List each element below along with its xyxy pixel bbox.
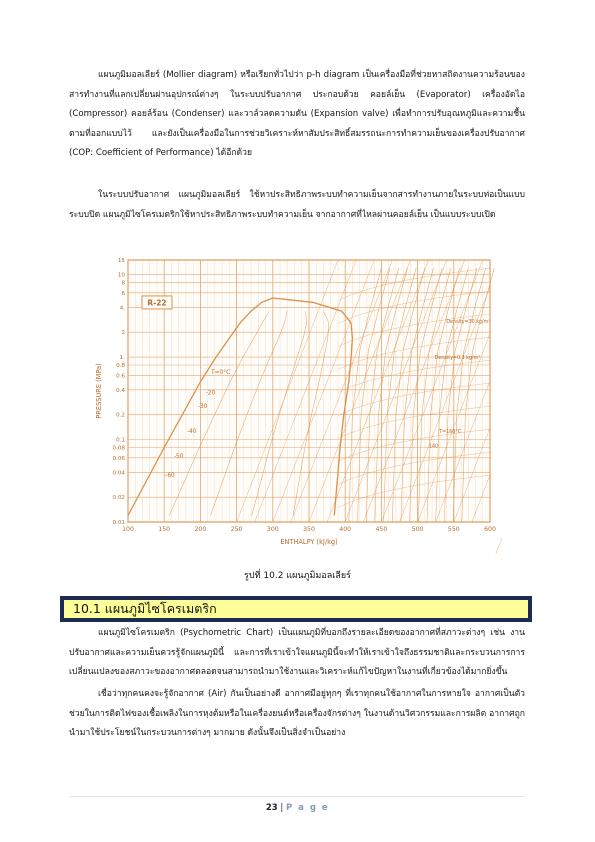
y-tick-label: 15 [117, 258, 125, 264]
x-tick-label: 300 [266, 526, 279, 533]
y-tick-label: 0.1 [116, 437, 125, 444]
y-tick-label: 2 [121, 330, 125, 337]
paragraph-mollier-intro-text: แผนภูมิมอลเลียร์ (Mollier diagram) หรือเรียกทั่วไปว่า p-h diagram เป็นเครื่องมือที่ช่วยหาสถิตงานความร้อนของสารทำงานที่แลกเปลี่ยนผ่านอุปกรณ์ต่างๆ ในระบบปรับอากาศ ประกอบด้วย คอยล์เย็น (Evaporator) เครื่องอัดไอ (Compressor) คอยล์ร้อน (Condenser) และวาล์วลดความดัน (Expansion valve) เพื่อทำการปรับอุณหภูมิและความชื้นตามที่ออกแบบไว้ และยังเป็นเครื่องมือในการช่วยวิเคราะห์หาสัมประสิทธิ์สมรรถนะการทำความเย็นของเครื่องปรับอากาศ (COP: Coefficient of Performance) ได้อีกด้วย [69, 70, 525, 158]
y-tick-label: 0.4 [116, 387, 125, 394]
isotherm-label: -50 [173, 453, 184, 460]
figure-caption: รูปที่ 10.2 แผนภูมิมอลเลียร์ [244, 571, 351, 581]
y-axis-title: PRESSURE (MPa) [95, 363, 103, 419]
paragraph-mollier-usage-text: ในระบบปรับอากาศ แผนภูมิมอลเลียร์ ใช้หาประสิทธิภาพระบบทำความเย็นจากสารทำงานภายในระบบท่อเป็นแบบระบบปิด แผนภูมิไซโครเมตริกใช้หาประสิทธิภาพระบบทำความเย็น จากอากาศที่ไหลผ่านคอยล์เย็น เป็นแบบระบบเปิด [69, 190, 525, 220]
mollier-diagram-chart [92, 254, 502, 554]
isotherm-label: -20 [205, 390, 216, 397]
x-tick-label: 100 [122, 526, 134, 533]
x-tick-label: 550 [447, 526, 460, 533]
isotherm-label: -40 [186, 428, 197, 435]
curve-label: T=160°C [439, 429, 462, 435]
isotherm-label: T=0°C [211, 370, 231, 377]
y-tick-label: 0.02 [112, 495, 125, 502]
footer-divider [69, 796, 525, 797]
y-tick-label: 10 [117, 272, 125, 279]
y-tick-label: 0.6 [116, 373, 125, 380]
paragraph-air-intro-text: เชื่อว่าทุกคนคงจะรู้จักอากาศ (Air) กันเป็นอย่างดี อากาศมีอยู่ทุกๆ ที่เราทุกคนใช้อากาศในการหายใจ อากาศเป็นตัวช่วยในการติดไฟของเชื้อเพลิงในการหุงต้มหรือในเครื่องยนต์หรือเครื่องจักรต่างๆ ในงานด้านวิศวกรรมและการผลิต อากาศถูกนำมาใช้ประโยชน์ในกระบวนการต่างๆ มากมาย ดังนั้นจึงเป็นสิ่งจำเป็นอย่าง [69, 689, 525, 738]
paragraph-psychrometric-intro-text: แผนภูมิไซโครเมตริก (Psychometric Chart) เป็นแผนภูมิที่บอกถึงรายละเอียดของอากาศที่สภาวะต่างๆ เช่น งานปรับอากาศและความเย็นควรรู้จักแผนภูมินี้ และการที่เราเข้าใจแผนภูมินี้จะทำให้เราเข้าใจถึงธรรมชาติและกระบวนการการเปลี่ยนแปลงของสภาวะของอากาศตลอดจนสามารถนำมาใช้งานและวิเคราะห์แก้ไขปัญหาในงานที่เกี่ยวข้องได้มากยิ่งขึ้น [69, 628, 525, 677]
mollier-diagram-figure [92, 254, 502, 554]
x-tick-label: 200 [194, 526, 207, 533]
curve-label: 140 [428, 444, 439, 450]
paragraph-mollier-usage [69, 186, 525, 225]
y-tick-label: 1. [119, 355, 125, 362]
y-tick-label: 0.08 [112, 445, 125, 452]
x-tick-label: 350 [303, 526, 315, 533]
x-tick-label: 600 [484, 526, 496, 533]
chart-label: R-22 [147, 298, 167, 308]
isotherm-label: -60 [165, 473, 175, 480]
y-tick-label: 4. [119, 305, 125, 312]
paragraph-psychrometric-intro [69, 624, 525, 683]
isotherm-label: -30 [197, 404, 208, 411]
x-tick-label: 250 [230, 526, 243, 533]
y-tick-label: 8 [121, 280, 125, 287]
page-label: P a g e [285, 803, 330, 813]
x-tick-label: 450 [375, 526, 388, 533]
curve-label: Density=0.3 kg/m³ [434, 355, 481, 361]
footer-separator: | [280, 803, 284, 813]
x-tick-label: 500 [411, 526, 424, 533]
paragraph-mollier-intro [69, 66, 525, 164]
curve-label: Density=30 kg/m³ [446, 319, 491, 325]
x-tick-label: 400 [339, 526, 352, 533]
section-heading-psychrometric [60, 596, 532, 622]
y-tick-label: 0.8 [116, 363, 125, 370]
y-tick-label: 0.06 [112, 455, 125, 462]
y-tick-label: 0.2 [116, 412, 125, 419]
paragraph-air-intro [69, 685, 525, 744]
y-tick-label: 0.04 [112, 470, 125, 477]
x-tick-label: 150 [158, 526, 171, 533]
section-heading-text: 10.1 แผนภูมิไซโครเมตริก [73, 601, 217, 616]
page-footer [0, 803, 595, 813]
page-number: 23 [265, 803, 278, 813]
x-axis-title: ENTHALPY (kJ/kg) [280, 538, 338, 546]
y-tick-label: 6 [121, 290, 125, 297]
y-tick-label: 0.01 [112, 520, 125, 526]
